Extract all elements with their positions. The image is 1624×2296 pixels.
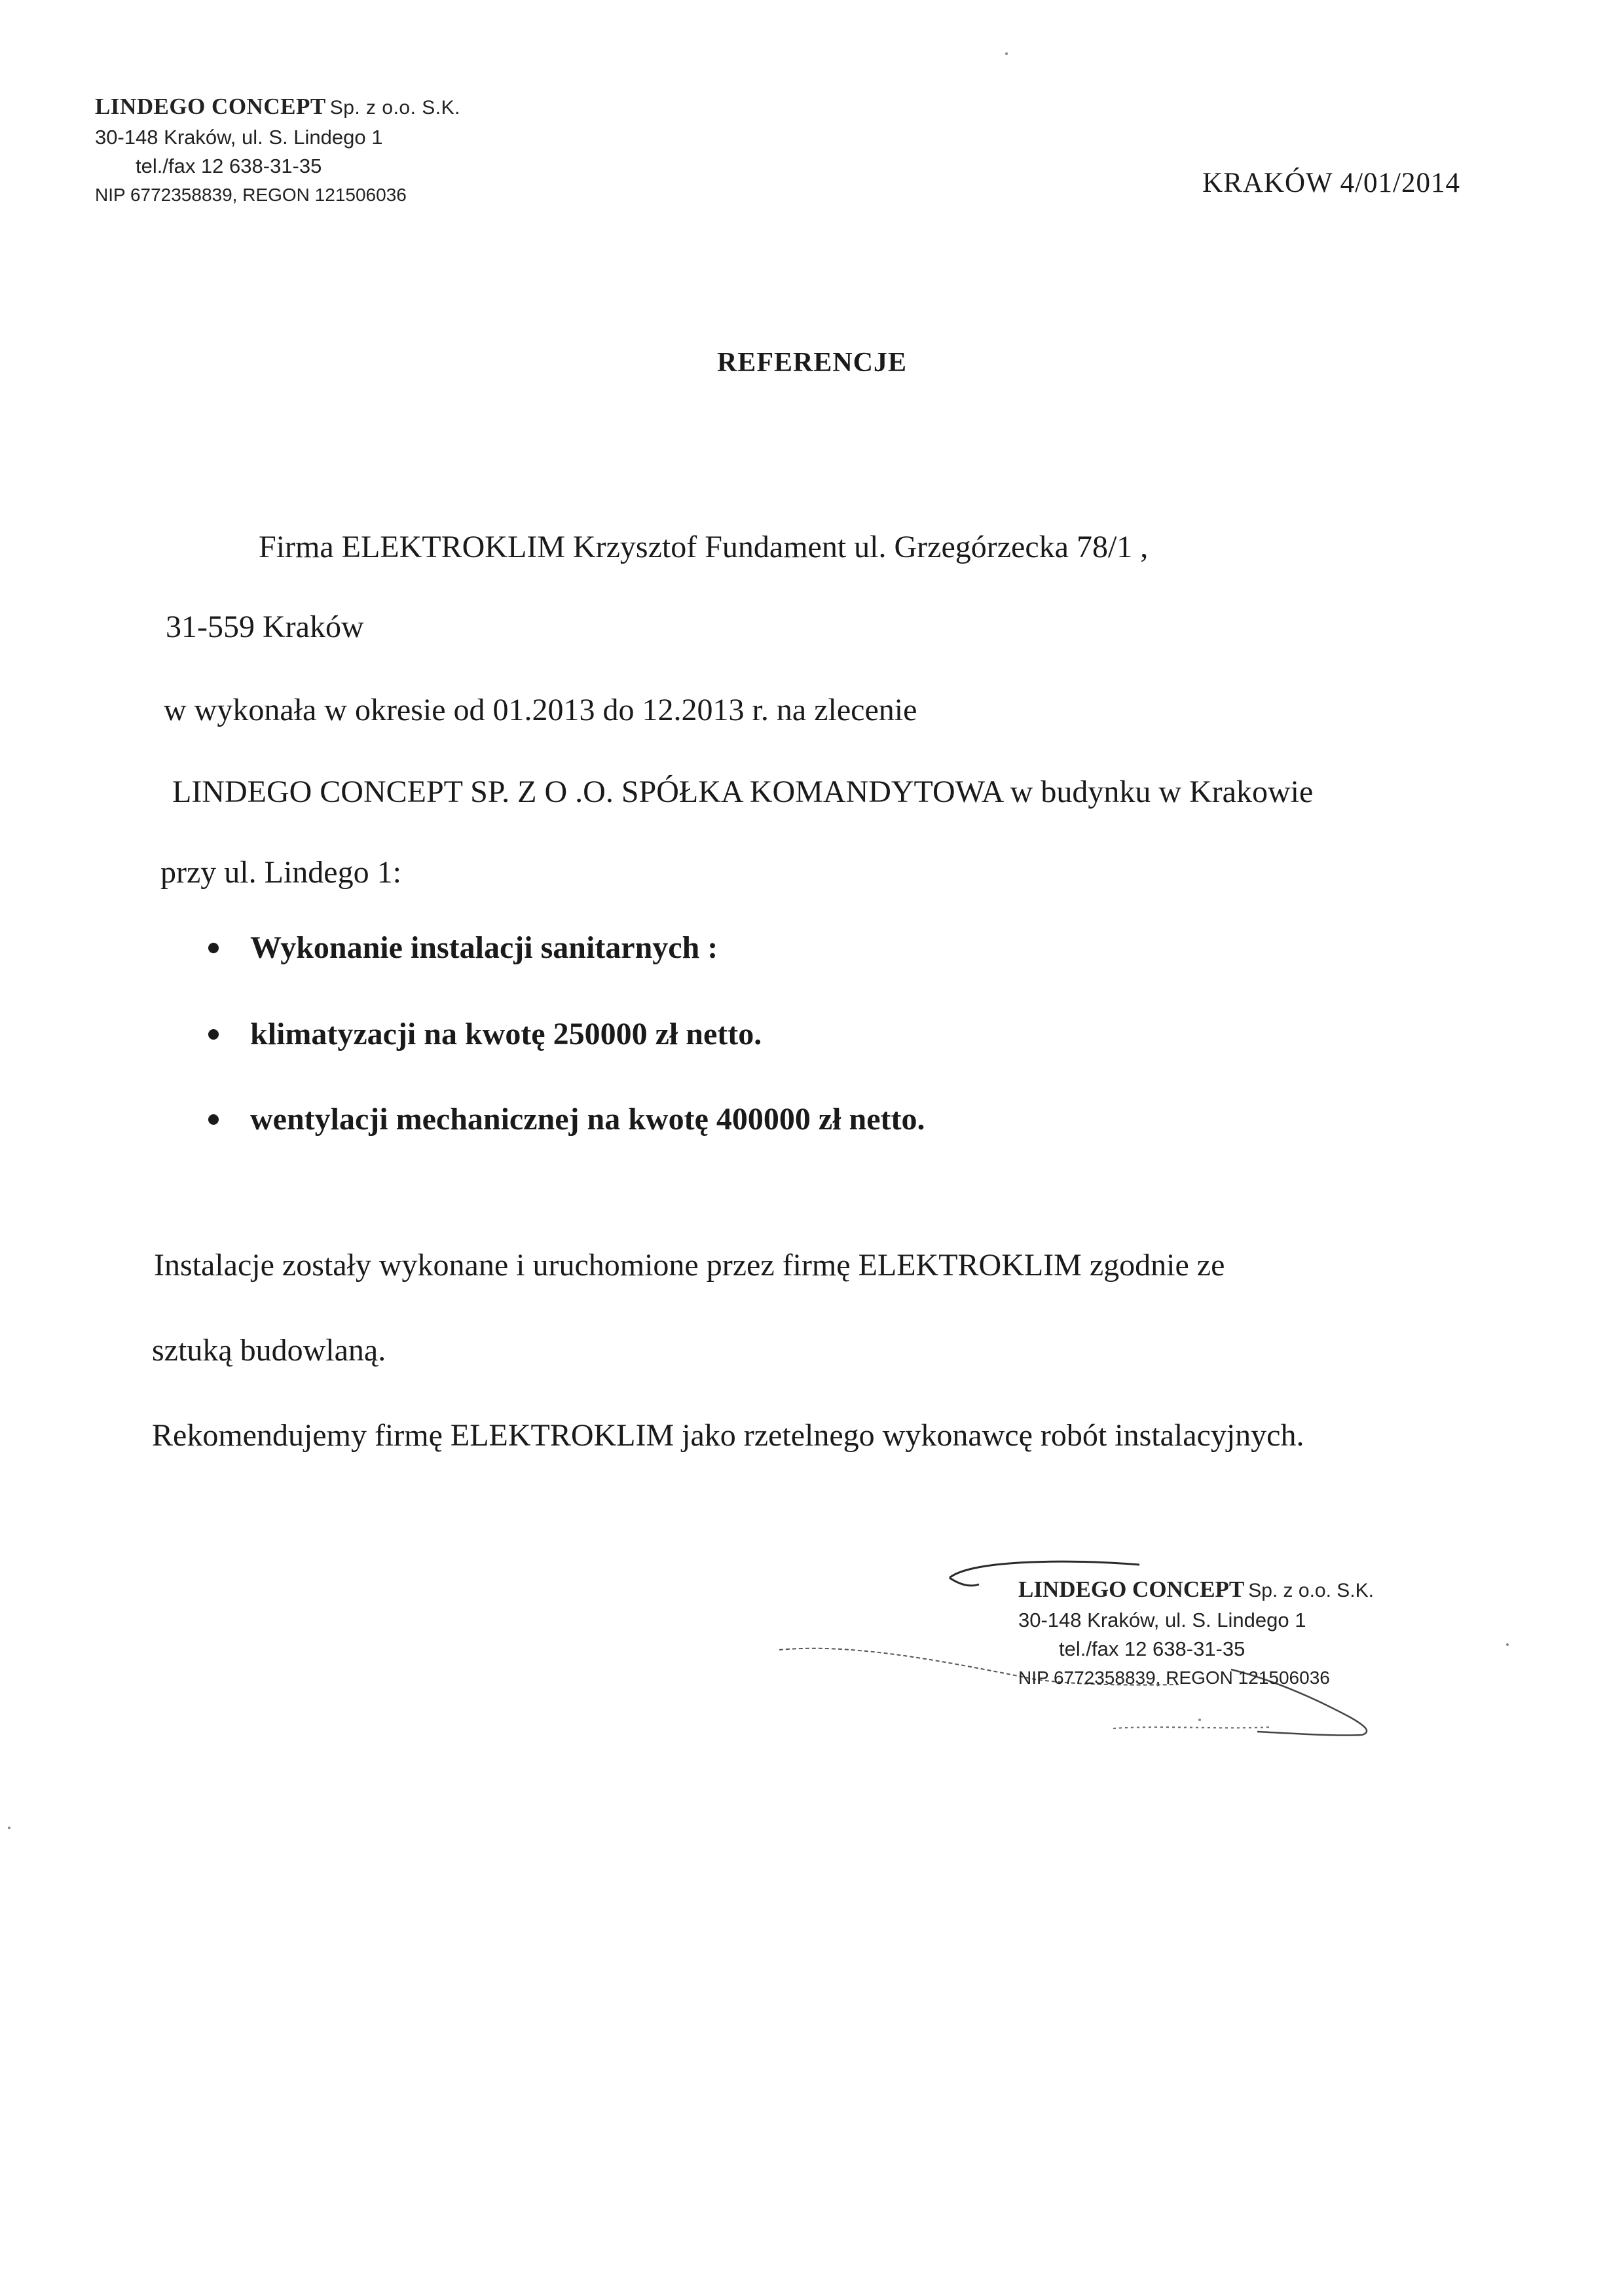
stamp-company — [1018, 1575, 1490, 1606]
letterhead-ids: NIP 6772358839, REGON 121506036 — [95, 185, 407, 205]
document-title: REFERENCJE — [716, 348, 908, 378]
body-line-building-art: sztuką budowlaną. — [152, 1333, 386, 1368]
scan-speck — [1005, 52, 1008, 55]
stamp-phone: tel./fax 12 638-31-35 — [1059, 1637, 1246, 1660]
stamp-company-name: LINDEGO CONCEPT — [1018, 1576, 1245, 1602]
bullet-dot-icon — [208, 1114, 219, 1125]
letterhead-address: 30-148 Kraków, ul. S. Lindego 1 — [95, 126, 383, 149]
stamp-ids: NIP 6772358839, REGON 121506036 — [1018, 1667, 1330, 1688]
scan-speck — [1198, 1719, 1201, 1721]
bullet-text: Wykonanie instalacji sanitarnych : — [250, 930, 718, 965]
scan-speck — [8, 1827, 10, 1829]
letterhead-company — [95, 92, 553, 123]
letterhead-phone: tel./fax 12 638-31-35 — [136, 155, 322, 177]
bullet-dot-icon — [208, 943, 219, 953]
stamp-company-suffix: Sp. z o.o. S.K. — [1248, 1580, 1374, 1601]
scan-speck — [1506, 1643, 1509, 1646]
body-line-installations: Instalacje zostały wykonane i uruchomione przez firmę ELEKTROKLIM zgodnie ze — [154, 1248, 1225, 1283]
body-line-recommendation: Rekomendujemy firmę ELEKTROKLIM jako rzetelnego wykonawcę robót instalacyjnych. — [152, 1418, 1304, 1453]
bullet-text: wentylacji mechanicznej na kwotę 400000 zł netto. — [250, 1102, 925, 1137]
bullet-item-ventilation — [208, 1101, 925, 1137]
body-line-postcode: 31-559 Kraków — [166, 610, 364, 644]
body-line-firm: Firma ELEKTROKLIM Krzysztof Fundament ul. Grzegórzecka 78/1 , — [259, 530, 1149, 564]
letterhead-company-suffix: Sp. z o.o. S.K. — [329, 97, 460, 118]
body-line-client: LINDEGO CONCEPT SP. Z O .O. SPÓŁKA KOMANDYTOWA w budynku w Krakowie — [172, 774, 1314, 809]
company-stamp — [1018, 1575, 1490, 1692]
bullet-dot-icon — [208, 1029, 219, 1040]
letterhead — [95, 92, 553, 210]
stamp-address: 30-148 Kraków, ul. S. Lindego 1 — [1018, 1609, 1306, 1631]
bullet-item-air-conditioning — [208, 1016, 762, 1052]
body-line-period: w wykonała w okresie od 01.2013 do 12.2013 r. na zlecenie — [164, 693, 917, 727]
bullet-text: klimatyzacji na kwotę 250000 zł netto. — [250, 1017, 762, 1051]
letterhead-company-name: LINDEGO CONCEPT — [95, 94, 326, 119]
bullet-item-sanitary — [208, 930, 718, 966]
document-date: KRAKÓW 4/01/2014 — [1202, 168, 1460, 198]
body-line-address: przy ul. Lindego 1: — [160, 855, 401, 890]
